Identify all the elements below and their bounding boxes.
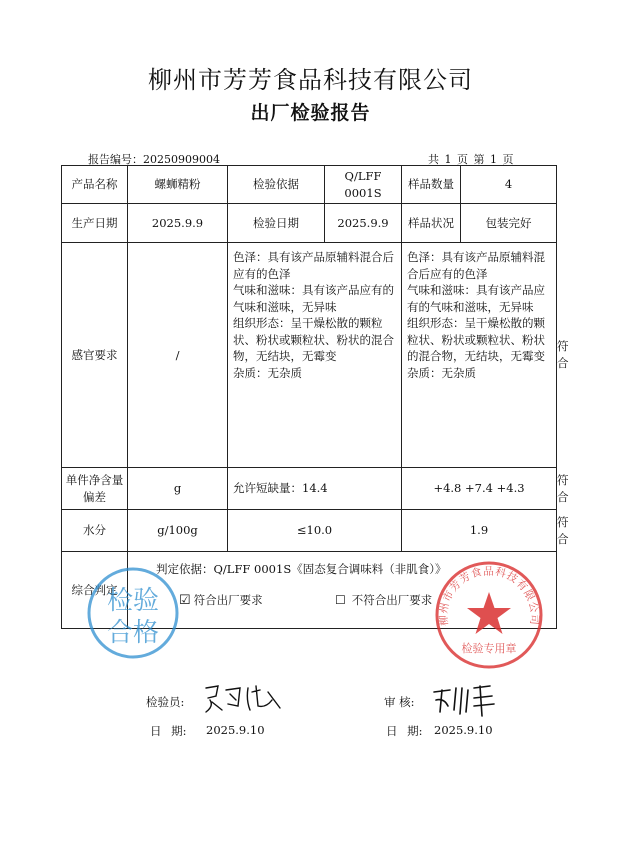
moisture-label: 水分 bbox=[62, 510, 128, 552]
moisture-unit: g/100g bbox=[128, 510, 228, 552]
seal-ring-text: 柳州市芳芳食品科技有限公司 bbox=[437, 565, 541, 627]
pass-option-label: 符合出厂要求 bbox=[193, 593, 263, 607]
blue-stamp-text-bottom: 合格 bbox=[106, 618, 160, 648]
seal-bottom-text: 检验专用章 bbox=[461, 642, 517, 655]
net-content-standard: 允许短缺量：14.4 bbox=[228, 468, 402, 510]
prod-date-value: 2025.9.9 bbox=[128, 204, 228, 243]
sample-status-label: 样品状况 bbox=[402, 204, 461, 243]
moisture-standard: ≤10.0 bbox=[228, 510, 402, 552]
inspection-passed-stamp bbox=[86, 566, 180, 660]
table-row bbox=[62, 166, 557, 204]
sensory-standard-line: 组织形态：呈干燥松散的颗粒状、粉状或颗粒状、粉状的混合物，无结块，无霉变 bbox=[233, 316, 394, 363]
report-title: 出厂检验报告 bbox=[250, 102, 371, 124]
prod-date-label: 生产日期 bbox=[62, 204, 128, 243]
product-name-value: 螺蛳精粉 bbox=[128, 166, 228, 204]
insp-date-label: 检验日期 bbox=[228, 204, 325, 243]
blue-stamp-text-top: 检验 bbox=[106, 586, 160, 616]
insp-date-value: 2025.9.9 bbox=[325, 204, 402, 243]
company-name: 柳州市芳芳食品科技有限公司 bbox=[148, 66, 473, 94]
sample-status-value: 包装完好 bbox=[461, 204, 557, 243]
sensory-result bbox=[402, 243, 557, 468]
sensory-result-line: 组织形态：呈干燥松散的颗粒状、粉状或颗粒状、粉状的混合物，无结块，无霉变 bbox=[407, 316, 545, 363]
page-count: 共 1 页 第 1 页 bbox=[428, 153, 514, 166]
sample-qty-value: 4 bbox=[461, 166, 557, 204]
sensory-result-line: 色泽：具有该产品原辅料混合后应有的色泽 bbox=[407, 250, 545, 281]
sample-qty-label: 样品数量 bbox=[402, 166, 461, 204]
reviewer-signature bbox=[430, 682, 500, 720]
seal-star-icon bbox=[467, 592, 511, 634]
product-name-label: 产品名称 bbox=[62, 166, 128, 204]
date-value-left: 2025.9.10 bbox=[206, 723, 265, 737]
sensory-result-line: 杂质：无杂质 bbox=[407, 365, 476, 380]
sensory-standard-line: 色泽：具有该产品原辅料混合后应有的色泽 bbox=[233, 250, 394, 281]
table-row: 感官要求 / 色泽：具有该产品原辅料混合后应有的色泽 气味和滋味：具有该产品应有的气味和滋味，无异味 组织形态：呈干燥松散的颗粒状、粉状或颗粒状、粉状的混合物，无结块，无霉变 杂质：无杂质 色泽：具有该产品原辅料混合后应有的色泽 气味和滋味：具有该产品应有的气味和滋味，无异味 组织形态：呈干燥松散的颗粒状、粉状或颗粒状、粉状的混合物，无结块，无霉变 杂质：无杂质 符合 bbox=[62, 243, 557, 468]
inspector-label: 检验员: bbox=[146, 695, 185, 709]
table-row: 单件净含量偏差 g 允许短缺量：14.4 +4.8 +7.4 +4.3 符合 bbox=[62, 468, 557, 510]
sensory-standard-line: 气味和滋味：具有该产品应有的气味和滋味，无异味 bbox=[233, 283, 394, 314]
sensory-result-line: 气味和滋味：具有该产品应有的气味和滋味，无异味 bbox=[407, 283, 545, 314]
net-content-label: 单件净含量偏差 bbox=[62, 468, 128, 510]
overall-label: 综合判定 bbox=[62, 552, 128, 629]
moisture-result: 1.9 bbox=[402, 510, 557, 552]
reviewer-label: 审 核: bbox=[384, 695, 415, 709]
sensory-label: 感官要求 bbox=[62, 243, 128, 468]
verdict-basis: 判定依据：Q/LFF 0001S《固态复合调味料（非肌食）》 bbox=[156, 562, 447, 576]
fail-checkbox[interactable]: ☐ bbox=[335, 593, 346, 607]
sensory-standard bbox=[228, 243, 402, 468]
net-content-unit: g bbox=[128, 468, 228, 510]
sensory-unit: / bbox=[128, 243, 228, 468]
inspector-signature bbox=[200, 680, 290, 714]
company-seal bbox=[434, 560, 544, 670]
table-row: 水分 g/100g ≤10.0 1.9 符合 bbox=[62, 510, 557, 552]
table-row bbox=[62, 204, 557, 243]
basis-value: Q/LFF 0001S bbox=[325, 166, 402, 204]
report-number: 报告编号：20250909004 bbox=[88, 153, 220, 166]
basis-label: 检验依据 bbox=[228, 166, 325, 204]
pass-checkbox[interactable]: ☑ bbox=[179, 593, 191, 608]
sensory-standard-line: 杂质：无杂质 bbox=[233, 365, 302, 380]
date-label-left: 日 期: bbox=[150, 724, 187, 738]
fail-option-label: 不符合出厂要求 bbox=[351, 593, 433, 607]
date-label-right: 日 期: bbox=[386, 724, 423, 738]
date-value-right: 2025.9.10 bbox=[434, 723, 493, 737]
net-content-result: +4.8 +7.4 +4.3 bbox=[402, 468, 557, 510]
